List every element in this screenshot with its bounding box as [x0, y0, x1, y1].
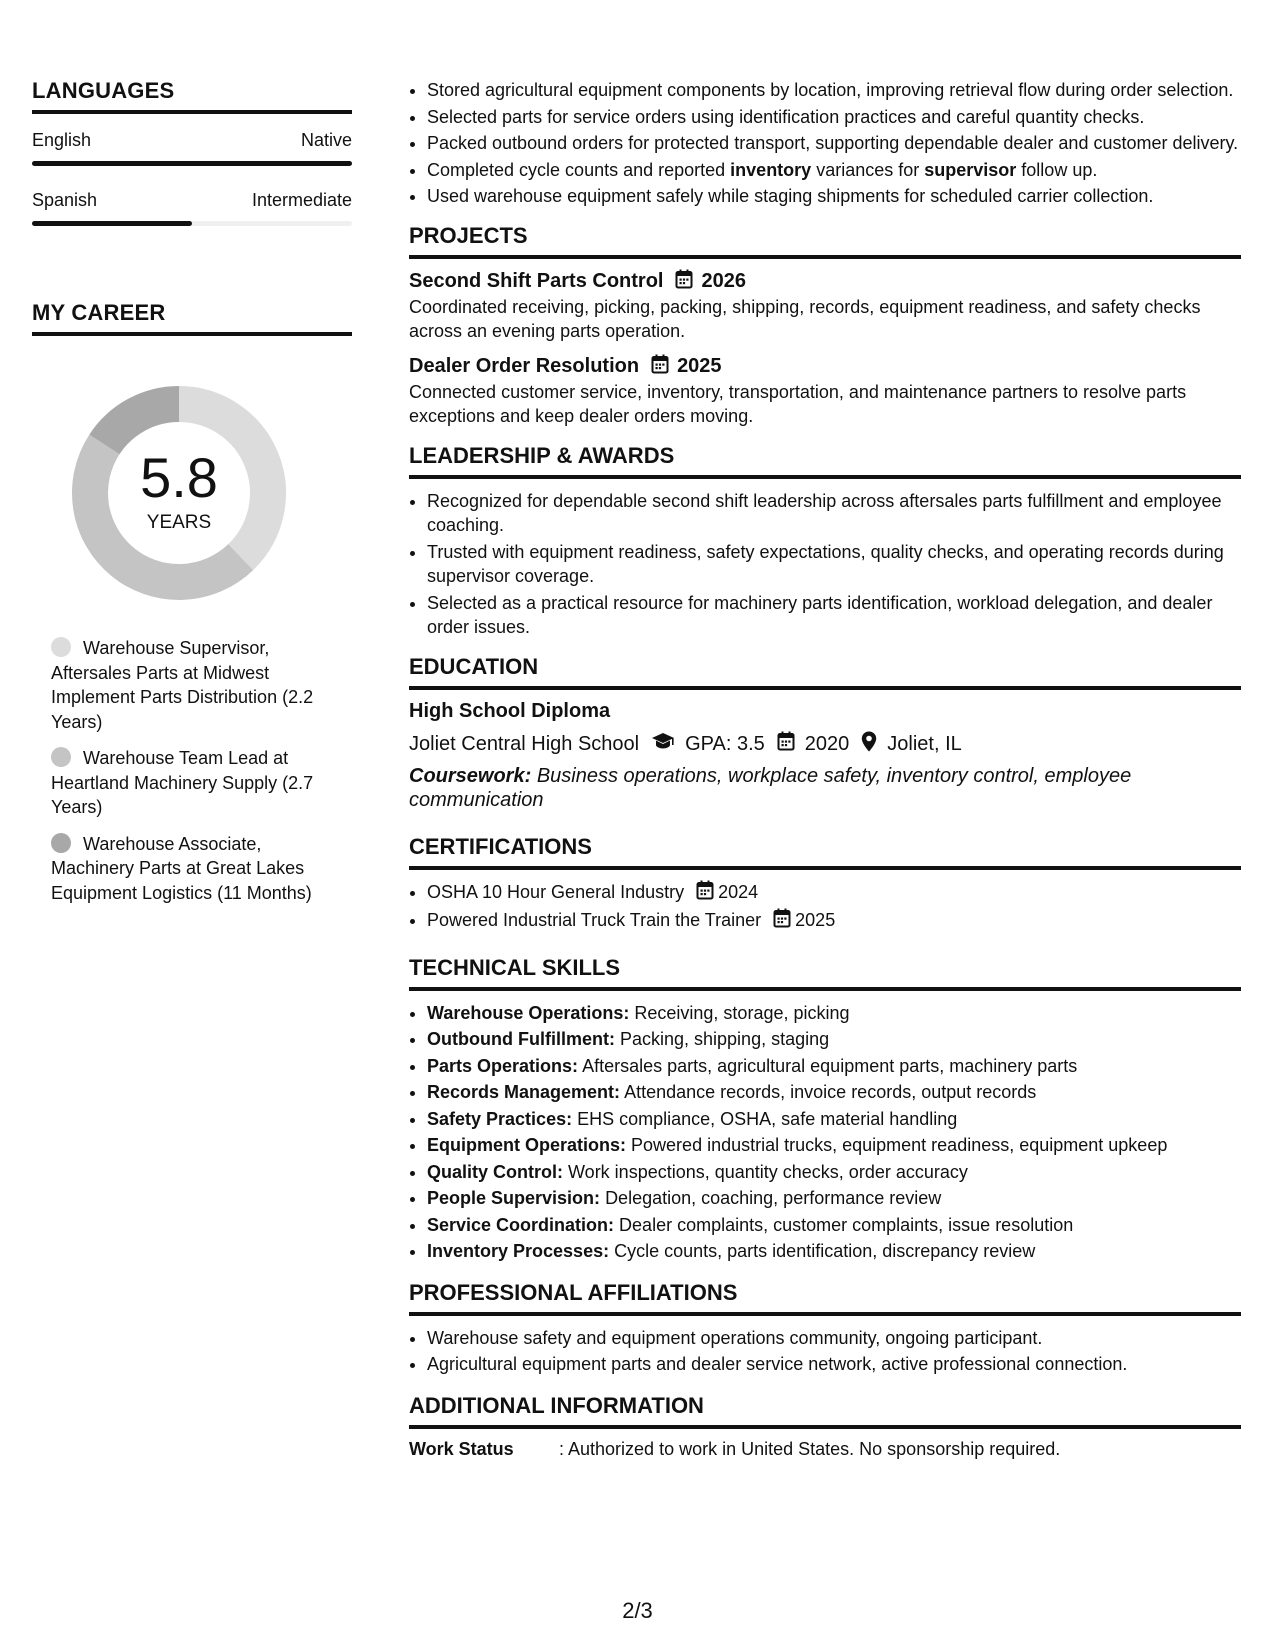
bullet-text: Completed cycle counts and reported: [427, 159, 731, 180]
skill-category: Safety Practices:: [427, 1108, 573, 1129]
language-name: English: [32, 130, 92, 150]
project-header: [409, 354, 1241, 380]
skill-item: [427, 1107, 1241, 1132]
skill-category: Quality Control:: [427, 1161, 563, 1182]
skill-category: Outbound Fulfillment:: [427, 1029, 615, 1049]
certifications-section: [409, 834, 1241, 935]
language-item: [32, 190, 352, 226]
career-donut-chart: [64, 378, 294, 608]
career-donut-segment-3: [104, 404, 179, 444]
career-total-value: 5.8: [140, 446, 218, 509]
keyword-emphasis: supervisor: [924, 159, 1017, 180]
certification-year: 2025: [795, 910, 836, 930]
graduation-cap-icon: [651, 732, 675, 756]
bullet-text: variances for: [811, 159, 925, 180]
coursework-text: Business operations, workplace safety, inventory control, employee communication: [409, 764, 1132, 811]
skill-category: Service Coordination:: [427, 1214, 615, 1235]
skill-item: [427, 1027, 1241, 1052]
language-row: [32, 130, 352, 151]
education-details: [409, 731, 1241, 758]
career-total-unit: YEARS: [146, 512, 212, 533]
legend-dot-icon: [51, 747, 71, 767]
right-column: [409, 78, 1241, 1460]
language-item: [32, 130, 352, 166]
experience-bullet: [427, 78, 1241, 103]
project-name: Second Shift Parts Control: [409, 270, 664, 292]
bullet-text: Packed outbound orders for protected transport, supporting dependable dealer and customer delivery.: [427, 133, 1239, 153]
skill-category: Records Management:: [427, 1082, 621, 1102]
education-section: [409, 654, 1241, 812]
skill-values: Packing, shipping, staging: [619, 1029, 830, 1049]
career-legend: [51, 636, 341, 905]
experience-bullet: [427, 105, 1241, 130]
bullet-text: follow up.: [1016, 159, 1098, 180]
experience-bullet: [427, 131, 1241, 156]
career-legend-label: Warehouse Team Lead at Heartland Machinery Supply (2.7 Years): [51, 748, 314, 817]
certifications-list: [409, 880, 1241, 935]
bullet-text: Used warehouse equipment safely while staging shipments for scheduled carrier collection.: [427, 186, 1154, 206]
career-legend-label: Warehouse Supervisor, Aftersales Parts at Midwest Implement Parts Distribution (2.2 Years): [51, 638, 314, 732]
project-name: Dealer Order Resolution: [409, 355, 640, 377]
language-level: Intermediate: [251, 190, 352, 210]
skill-values: Dealer complaints, customer complaints, issue resolution: [619, 1214, 1074, 1235]
skill-item: [427, 1160, 1241, 1185]
education-degree: High School Diploma: [409, 699, 611, 722]
calendar-icon: [777, 731, 795, 757]
skills-list: [409, 1001, 1241, 1264]
project-header: [409, 269, 1241, 295]
work-status-label: Work Status: [409, 1438, 514, 1459]
coursework-label: Coursework:: [409, 764, 532, 787]
languages-list: [32, 130, 352, 226]
education-gpa: GPA: 3.5: [685, 732, 765, 755]
language-proficiency-bar: [32, 221, 352, 226]
skill-category: Warehouse Operations:: [427, 1002, 630, 1023]
location-pin-icon: [861, 731, 877, 758]
additional-title: ADDITIONAL INFORMATION: [409, 1393, 1241, 1429]
certification-item: [427, 908, 1241, 935]
project-description: Coordinated receiving, picking, packing, shipping, records, equipment readiness, and safety checks across an evening parts operation.: [409, 296, 1201, 341]
skill-values: Receiving, storage, picking: [634, 1002, 850, 1023]
career-legend-item: [51, 636, 341, 734]
affiliations-title: PROFESSIONAL AFFILIATIONS: [409, 1280, 1241, 1316]
calendar-icon: [651, 354, 669, 380]
languages-title: LANGUAGES: [32, 78, 352, 114]
affiliations-list: [409, 1326, 1241, 1377]
affiliation-item: • Agricultural equipment parts and dealer service network, active professional connection.: [427, 1352, 1241, 1377]
certifications-title: CERTIFICATIONS: [409, 834, 1241, 870]
skills-title: TECHNICAL SKILLS: [409, 955, 1241, 991]
skill-category: Parts Operations:: [427, 1055, 579, 1076]
leadership-list: [409, 489, 1241, 640]
projects-list: [409, 269, 1241, 429]
language-name: Spanish: [32, 190, 98, 210]
projects-title: PROJECTS: [409, 223, 1241, 259]
career-legend-item: [51, 832, 341, 906]
language-proficiency-fill: [32, 221, 192, 226]
bullet-text: Stored agricultural equipment components by location, improving retrieval flow during order selection.: [427, 80, 1234, 100]
skill-values: EHS compliance, OSHA, safe material handling: [577, 1108, 958, 1129]
career-legend-item: [51, 746, 341, 820]
career-legend-label: Warehouse Associate, Machinery Parts at Great Lakes Equipment Logistics (11 Months): [51, 833, 312, 903]
skill-item: [427, 1080, 1241, 1105]
legend-dot-icon: [51, 637, 71, 657]
skill-values: Powered industrial trucks, equipment readiness, equipment upkeep: [631, 1135, 1168, 1155]
affiliations-section: [409, 1280, 1241, 1377]
projects-section: [409, 223, 1241, 429]
leadership-title: LEADERSHIP & AWARDS: [409, 443, 1241, 479]
skill-values: Work inspections, quantity checks, order accuracy: [568, 1161, 968, 1182]
skill-item: [427, 1239, 1241, 1264]
skill-item: [427, 1001, 1241, 1026]
language-proficiency-bar: [32, 161, 352, 166]
education-title: EDUCATION: [409, 654, 1241, 690]
leadership-item: • Trusted with equipment readiness, safety expectations, quality checks, and operating records during supervisor coverage.: [427, 540, 1241, 589]
language-row: [32, 190, 352, 211]
leadership-item: • Selected as a practical resource for machinery parts identification, workload delegation, and dealer order issues.: [427, 591, 1241, 640]
work-status-row: [409, 1439, 1241, 1460]
skills-section: [409, 955, 1241, 1264]
calendar-icon: [696, 880, 714, 907]
skill-values: Aftersales parts, agricultural equipment parts, machinery parts: [582, 1055, 1078, 1076]
experience-bullet: [427, 158, 1241, 183]
additional-section: [409, 1393, 1241, 1460]
keyword-emphasis: inventory: [730, 159, 812, 180]
education-coursework: [409, 764, 1241, 812]
skill-item: [427, 1213, 1241, 1238]
legend-dot-icon: [51, 833, 71, 853]
education-year: 2020: [804, 732, 850, 755]
project-description: Connected customer service, inventory, transportation, and maintenance partners to resolve parts exceptions and keep dealer orders moving.: [409, 381, 1187, 426]
page-number: 2/3: [622, 1598, 653, 1623]
language-level: Native: [300, 130, 352, 150]
certification-name: OSHA 10 Hour General Industry: [427, 881, 685, 902]
language-proficiency-fill: [32, 161, 352, 166]
career-title: MY CAREER: [32, 300, 352, 336]
bullet-text: Selected parts for service orders using identification practices and careful quantity checks.: [427, 106, 1145, 127]
calendar-icon: [675, 269, 693, 295]
project-year: 2026: [701, 270, 746, 292]
certification-year: 2024: [718, 881, 759, 902]
education-school: Joliet Central High School: [409, 732, 640, 755]
skill-category: People Supervision:: [427, 1188, 601, 1208]
certification-name: Powered Industrial Truck Train the Trainer: [427, 910, 762, 930]
skill-values: Delegation, coaching, performance review: [605, 1188, 942, 1208]
skill-values: Cycle counts, parts identification, discrepancy review: [614, 1241, 1036, 1261]
skill-category: Inventory Processes:: [427, 1241, 610, 1261]
certification-item: [427, 880, 1241, 907]
skill-category: Equipment Operations:: [427, 1135, 627, 1155]
experience-bullet: [427, 184, 1241, 209]
skill-item: [427, 1186, 1241, 1211]
left-column: [32, 78, 352, 917]
calendar-icon: [773, 908, 791, 935]
experience-bullets: [409, 78, 1241, 209]
skill-item: [427, 1133, 1241, 1158]
skill-values: Attendance records, invoice records, output records: [624, 1082, 1037, 1102]
affiliation-item: • Warehouse safety and equipment operations community, ongoing participant.: [427, 1326, 1241, 1351]
leadership-section: [409, 443, 1241, 640]
skill-item: [427, 1054, 1241, 1079]
career-total: [64, 446, 294, 534]
leadership-item: • Recognized for dependable second shift leadership across aftersales parts fulfillment and employee coaching.: [427, 489, 1241, 538]
work-status-value: : Authorized to work in United States. No sponsorship required.: [559, 1438, 1061, 1459]
project-year: 2025: [677, 355, 722, 377]
education-location: Joliet, IL: [887, 732, 962, 755]
